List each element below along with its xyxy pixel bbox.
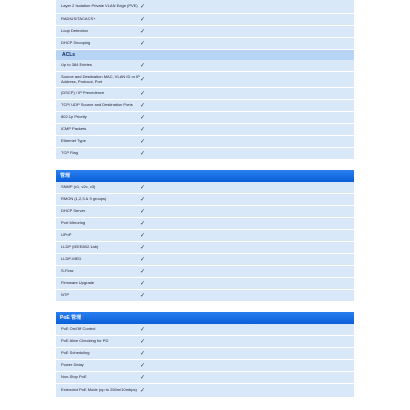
feature-label: LLDP-MED	[61, 256, 82, 262]
management-section	[56, 182, 354, 302]
table-row	[56, 242, 354, 254]
table-row	[56, 324, 354, 336]
section-gap	[56, 160, 354, 170]
checkmark-icon: ✓	[140, 91, 146, 97]
table-row	[56, 88, 354, 100]
poe-header: PoE 管理	[56, 312, 354, 324]
poe-section	[56, 324, 354, 398]
feature-label: S-Flow	[61, 268, 74, 274]
feature-label: Port Mirroring	[61, 220, 86, 226]
feature-label: PoE On/Off Control	[61, 326, 96, 332]
table-row	[56, 360, 354, 372]
checkmark-icon: ✓	[140, 41, 146, 47]
table-row	[56, 384, 354, 398]
feature-label: DHCP Server	[61, 208, 86, 214]
checkmark-icon: ✓	[140, 375, 146, 381]
table-row	[56, 348, 354, 360]
checkmark-icon: ✓	[140, 293, 146, 299]
table-row	[56, 72, 354, 88]
table-row	[56, 14, 354, 26]
feature-label: LLDP (IEEE802.1ab)	[61, 244, 99, 250]
feature-label: 802.1p Priority	[61, 114, 87, 120]
table-row	[56, 38, 354, 50]
feature-label: (DSCP) / IP Precedence	[61, 90, 105, 96]
checkmark-icon: ✓	[140, 127, 146, 133]
checkmark-icon: ✓	[140, 221, 146, 227]
checkmark-icon: ✓	[140, 388, 146, 394]
feature-label: Non-Stop PoE	[61, 374, 87, 380]
feature-label: Up to 384 Entries	[61, 62, 92, 68]
table-row	[56, 124, 354, 136]
checkmark-icon: ✓	[140, 17, 146, 23]
checkmark-icon: ✓	[140, 209, 146, 215]
feature-label: SNMP (v1, v2c, v3)	[61, 184, 96, 190]
checkmark-icon: ✓	[140, 339, 146, 345]
checkmark-icon: ✓	[140, 327, 146, 333]
feature-label: DHCP Snooping	[61, 40, 91, 46]
feature-label: TCP/ UDP Source and Destination Ports	[61, 102, 133, 108]
checkmark-icon: ✓	[140, 269, 146, 275]
checkmark-icon: ✓	[140, 115, 146, 121]
table-row	[56, 148, 354, 160]
checkmark-icon: ✓	[140, 197, 146, 203]
table-row	[56, 266, 354, 278]
feature-label: Loop Detection	[61, 28, 88, 34]
acls-header: ACLs	[56, 50, 354, 60]
feature-label: ICMP Packets	[61, 126, 87, 132]
feature-label: Firmware Upgrade	[61, 280, 95, 286]
feature-label: Extended PoE Mode (up to 250m/10mbps)	[61, 387, 137, 393]
checkmark-icon: ✓	[140, 233, 146, 239]
feature-label: TCP Flag	[61, 150, 78, 156]
acls-section	[56, 60, 354, 160]
checkmark-icon: ✓	[140, 185, 146, 191]
checkmark-icon: ✓	[140, 351, 146, 357]
checkmark-icon: ✓	[140, 151, 146, 157]
checkmark-icon: ✓	[140, 103, 146, 109]
table-row	[56, 206, 354, 218]
checkmark-icon: ✓	[140, 245, 146, 251]
table-row	[56, 336, 354, 348]
table-row	[56, 0, 354, 14]
section-gap	[56, 302, 354, 312]
table-row	[56, 136, 354, 148]
spec-table	[56, 0, 354, 398]
feature-label: Layer 2 Isolation Private VLAN Edge (PVE)	[61, 3, 138, 9]
table-row	[56, 26, 354, 38]
checkmark-icon: ✓	[140, 63, 146, 69]
table-row	[56, 254, 354, 266]
table-row	[56, 372, 354, 384]
table-row	[56, 112, 354, 124]
checkmark-icon: ✓	[140, 281, 146, 287]
management-header: 管理	[56, 170, 354, 182]
feature-label: Source and Destination MAC, VLAN ID or IP Address, Protocol, Port	[61, 73, 140, 84]
feature-label: PoE Alive Checking for PD	[61, 338, 109, 344]
table-row	[56, 182, 354, 194]
table-row	[56, 278, 354, 290]
table-row	[56, 218, 354, 230]
table-row	[56, 194, 354, 206]
checkmark-icon: ✓	[140, 29, 146, 35]
feature-label: PoE Scheduling	[61, 350, 90, 356]
feature-label: UPnP	[61, 232, 72, 238]
checkmark-icon: ✓	[140, 257, 146, 263]
checkmark-icon: ✓	[140, 4, 146, 10]
checkmark-icon: ✓	[140, 77, 146, 83]
table-row	[56, 290, 354, 302]
table-row	[56, 230, 354, 242]
checkmark-icon: ✓	[140, 363, 146, 369]
feature-label: NTP	[61, 292, 69, 298]
feature-label: Ethernet Type	[61, 138, 86, 144]
security-section	[56, 0, 354, 50]
table-row	[56, 60, 354, 72]
feature-label: Power Delay	[61, 362, 84, 368]
table-row	[56, 100, 354, 112]
feature-label: RADIUS/TACACS+	[61, 16, 96, 22]
checkmark-icon: ✓	[140, 139, 146, 145]
feature-label: RMON (1,2,3 & 9 groups)	[61, 196, 107, 202]
